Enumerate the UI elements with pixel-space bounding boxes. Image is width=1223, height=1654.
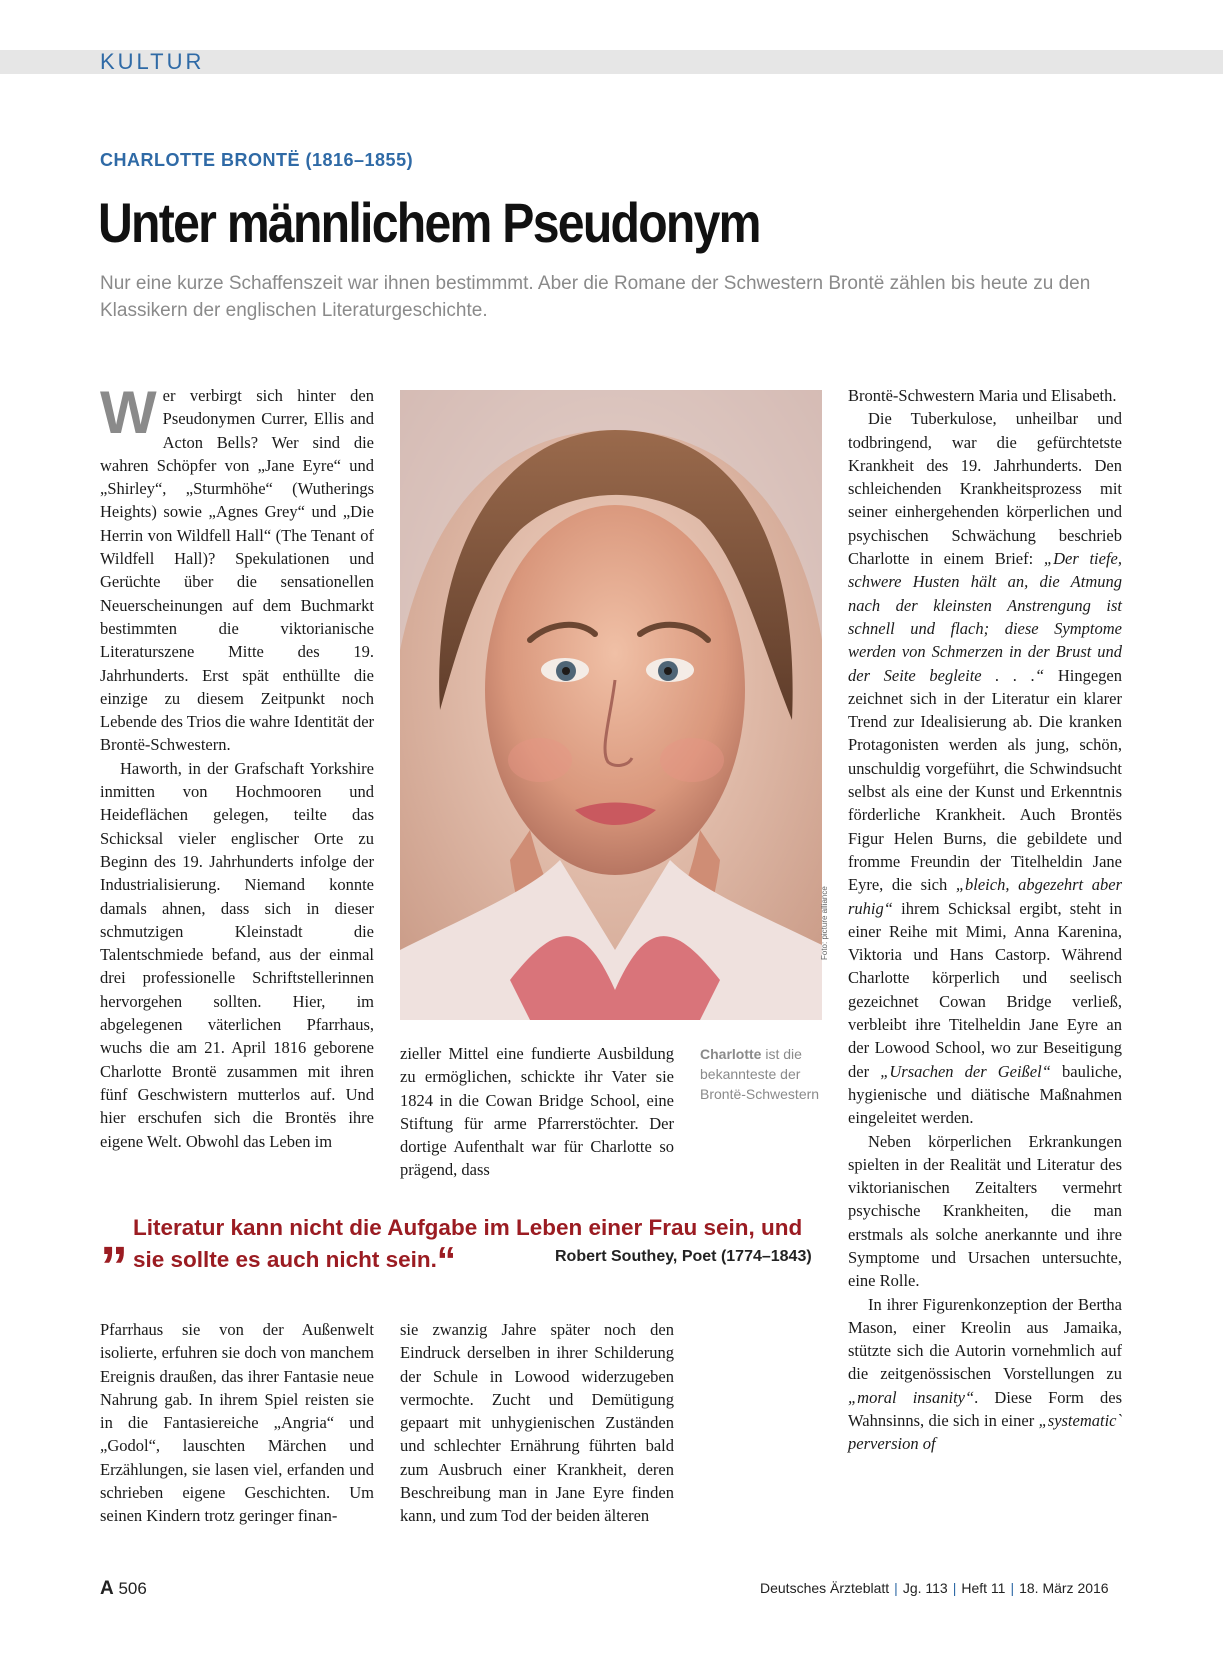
- pullquote-close-mark: “: [436, 1240, 456, 1282]
- paragraph: zieller Mittel eine fundierte Ausbildung zu ermöglichen, schickte ihr Vater sie 1824 in die Cowan Bridge School, eine Stiftung für arme Pfarrerstöchter. Der dortige Aufenthalt war für Charlotte so prägend, dass: [400, 1044, 674, 1180]
- pullquote-source: Robert Southey, Poet (1774–1843): [555, 1248, 812, 1265]
- photo-caption: [700, 1044, 830, 1104]
- pullquote-text: Literatur kann nicht die Aufgabe im Leben einer Frau sein, und sie sollte es auch nicht sein.“: [133, 1215, 803, 1282]
- text-column-1: [100, 379, 375, 1153]
- paragraph: Wer verbirgt sich hinter den Pseudonymen Currer, Ellis and Acton Bells? Wer sind die wahren Schöpfer von „Jane Eyre“ und „Shirley“, „Sturmhöhe“ (Wutherings Heights) sowie „Agnes Grey“ und „Die Herrin von Wildfell Hall“ (The Tenant of Wildfell Hall)? Spekulationen und Gerüchte über die sensationellen Neuerscheinungen auf dem Buchmarkt bestimmten die viktorianische Literaturszene Mitte des 19. Jahrhunderts. Erst spät enthüllte die einzige zu diesem Zeitpunkt noch Lebende des Trios die wahre Identität der Brontë-Schwestern.: [100, 379, 375, 755]
- journal-issue: Heft 11: [961, 1580, 1006, 1596]
- paragraph: Neben körperlichen Erkrankungen spielten in der Realität und Literatur des viktorianischen Zeitalters vermehrt psychische Krankheiten, die man erstmals als solche anerkannte und ihre Symptome und Ursachen untersuchte, eine Rolle.: [848, 1131, 1122, 1291]
- text-column-1-bottom: [100, 1318, 374, 1528]
- portrait-illustration: [400, 390, 822, 1020]
- drop-cap: W: [100, 379, 157, 446]
- text-column-3: [848, 384, 1122, 1456]
- paragraph: Die Tuberkulose, unheilbar und todbringend, war die gefürchtetste Krankheit des 19. Jahrhunderts. Den schleichenden Krankheitsprozess mit seiner einhergehenden körperlichen und psychischen Schwächung beschrieb Charlotte in einem Brief: „Der tiefe, schwere Husten hält an, die Atmung nach der kleinsten Anstrengung ist schnell und flach; diese Symptome werden von Schmerzen in der Brust und der Seite begleite . . .“ Hingegen zeichnet sich in der Literatur ein klarer Trend zur Idealisierung ab. Die kranken Protagonisten werden als jung, schön, unschuldig vorgeführt, die Schwindsucht selbst als eine der Kunst und Erkenntnis förderliche Krankheit. Auch Brontës Figur Helen Burns, die gebildete und fromme Freundin der Titelheldin Jane Eyre, die sich „bleich, abgezehrt aber ruhig“ ihrem Schicksal ergibt, steht in einer Reihe mit Mimi, Anna Karenina, Viktoria und Hans Castorp. Während Charlotte körperlich und seelisch gezeichnet Cowan Bridge verließ, verbleibt ihre Titelheldin Jane Eyre an der Lowood School, wo zur Beseitigung der „Ursachen der Geißel“ bauliche, hygienische und diätische Maßnahmen eingeleitet werden.: [848, 409, 1123, 1128]
- paragraph: Brontë-Schwestern Maria und Elisabeth.: [848, 386, 1117, 405]
- text-column-2: [400, 1042, 674, 1182]
- journal-info: Deutsches Ärzteblatt | Jg. 113 | Heft 11 | 18. März 2016: [760, 1580, 1109, 1596]
- caption-text: ist die bekannteste der Brontë-Schwestern: [700, 1046, 820, 1102]
- article-lead: Nur eine kurze Schaffenszeit war ihnen bestimmmt. Aber die Romane der Schwestern Brontë zählen bis heute zu den Klassikern der englischen Literaturgeschichte.: [100, 273, 1091, 321]
- paragraph: In ihrer Figurenkonzeption der Bertha Mason, einer Kreolin aus Jamaika, stützte sich die Autorin vornehmlich auf die zeitgenössischen Vorstellungen zu „moral insanity“. Diese Form des Wahnsinns, die sich in einer „systematic` perversion of: [848, 1294, 1122, 1454]
- paragraph: Pfarrhaus sie von der Außenwelt isolierte, erfuhren sie doch von manchem Ereignis draußen, das ihrer Fantasie neue Nahrung gab. In ihrem Spiel reisten sie in die Fantasiereiche „Angria“ und „Godol“, lauschten Märchen und Erzählungen, sie lasen viel, erfanden und schrieben eigene Geschichten. Um seinen Kindern trotz geringer finan-: [100, 1320, 374, 1526]
- portrait-photo: [400, 390, 822, 1020]
- article-kicker: CHARLOTTE BRONTË (1816–1855): [100, 150, 414, 170]
- caption-name: Charlotte: [700, 1046, 762, 1062]
- journal-date: 18. März 2016: [1019, 1580, 1109, 1596]
- journal-volume: Jg. 113: [902, 1580, 948, 1596]
- article-headline: Unter männlichem Pseudonym: [98, 191, 760, 254]
- pullquote-open-mark: „: [100, 1203, 128, 1266]
- journal-name: Deutsches Ärzteblatt: [760, 1580, 890, 1596]
- page-number: A 506: [100, 1578, 147, 1599]
- paragraph: Haworth, in der Grafschaft Yorkshire inmitten von Hochmooren und Heideflächen gelegen, teilte das Schicksal vieler englischer Orte zu Beginn des 19. Jahrhunderts infolge der Industrialisierung. Niemand konnte damals ahnen, dass sich in dieser schmutzigen Kleinstadt die Talentschmiede befand, aus der einmal drei professionelle Schriftstellerinnen hervorgehen sollten. Hier, im abgelegenen väterlichen Pfarrhaus, wuchs die am 21. April 1816 geborene Charlotte Brontë zusammen mit ihren fünf Geschwistern mutterlos auf. Und hier erschufen sich die Brontës ihre eigene Welt. Obwohl das Leben im: [100, 758, 374, 1151]
- photo-credit: Foto: picture alliance: [820, 886, 829, 960]
- section-label: KULTUR: [100, 49, 205, 74]
- paragraph: sie zwanzig Jahre später noch den Eindruck derselben in ihrer Schilderung der Schule in Lowood widerzugeben vermochte. Zucht und Demütigung gepaart mit unhygienischen Zuständen und schlechter Ernährung führten bald zum Ausbruch einer Krankheit, deren Beschreibung man in Jane Eyre finden kann, und zum Tod der beiden älteren: [400, 1320, 674, 1526]
- text-column-2-bottom: [400, 1318, 674, 1528]
